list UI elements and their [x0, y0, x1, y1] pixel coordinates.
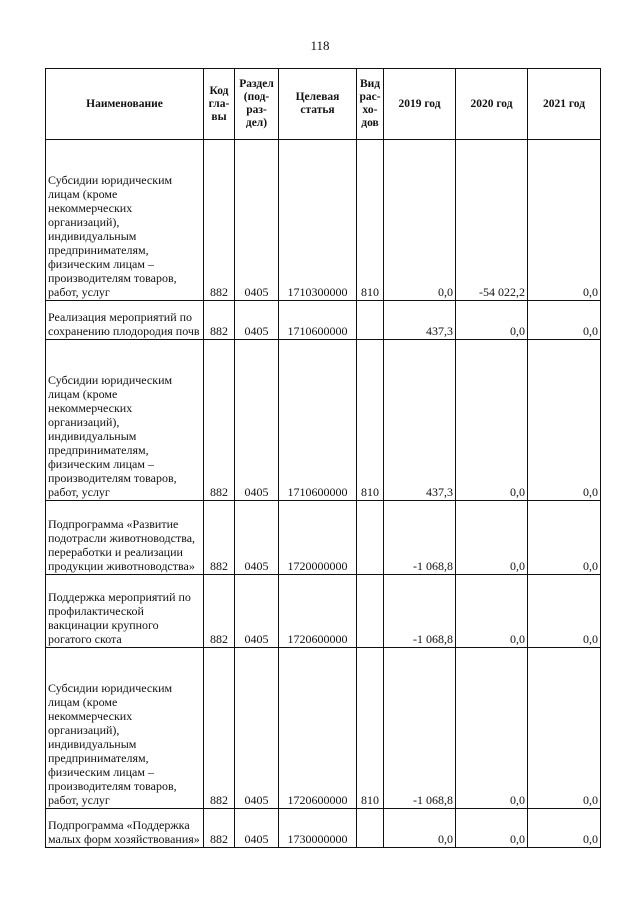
table-row — [46, 809, 601, 848]
header-2021: 2021 год — [528, 69, 601, 140]
header-section: Раздел (под-раз-дел) — [235, 69, 279, 140]
row-code: 882 — [204, 301, 235, 340]
row-2020: 0,0 — [456, 648, 528, 809]
row-section: 0405 — [235, 339, 279, 500]
header-type: Вид рас-хо-дов — [357, 69, 384, 140]
row-2019: -1 068,8 — [384, 574, 456, 648]
row-target: 1710600000 — [279, 339, 357, 500]
row-2021: 0,0 — [528, 500, 601, 574]
row-code: 882 — [204, 648, 235, 809]
row-name: Реализация мероприятий по сохранению плодородия почв — [46, 301, 204, 340]
row-2019: -1 068,8 — [384, 500, 456, 574]
header-row — [46, 69, 601, 140]
row-2020: 0,0 — [456, 339, 528, 500]
row-target: 1720600000 — [279, 648, 357, 809]
header-code: Код гла-вы — [204, 69, 235, 140]
row-2020: 0,0 — [456, 574, 528, 648]
table-row — [46, 339, 601, 500]
row-type: 810 — [357, 648, 384, 809]
row-type: 810 — [357, 140, 384, 301]
header-target: Целевая статья — [279, 69, 357, 140]
header-name: Наименование — [46, 69, 204, 140]
row-section: 0405 — [235, 301, 279, 340]
row-2019: 437,3 — [384, 301, 456, 340]
row-target: 1710600000 — [279, 301, 357, 340]
row-section: 0405 — [235, 648, 279, 809]
row-target: 1710300000 — [279, 140, 357, 301]
row-target: 1720600000 — [279, 574, 357, 648]
page-number: 118 — [310, 38, 330, 53]
row-target: 1730000000 — [279, 809, 357, 848]
table-row — [46, 500, 601, 574]
row-code: 882 — [204, 140, 235, 301]
row-2021: 0,0 — [528, 809, 601, 848]
row-name: Подпрограмма «Поддержка малых форм хозяйствования» — [46, 809, 204, 848]
table-row — [46, 301, 601, 340]
row-type — [357, 574, 384, 648]
row-name: Субсидии юридическим лицам (кроме некоммерческих организаций), индивидуальным предпринимателям, физическим лицам – производителям товаров, работ, услуг — [46, 140, 204, 301]
row-section: 0405 — [235, 140, 279, 301]
row-2021: 0,0 — [528, 301, 601, 340]
table-row — [46, 648, 601, 809]
row-2019: 437,3 — [384, 339, 456, 500]
row-code: 882 — [204, 574, 235, 648]
row-2020: -54 022,2 — [456, 140, 528, 301]
row-2019: -1 068,8 — [384, 648, 456, 809]
row-name: Субсидии юридическим лицам (кроме некоммерческих организаций), индивидуальным предпринимателям, физическим лицам – производителям товаров, работ, услуг — [46, 339, 204, 500]
row-2021: 0,0 — [528, 339, 601, 500]
row-2021: 0,0 — [528, 574, 601, 648]
row-2021: 0,0 — [528, 140, 601, 301]
row-type — [357, 809, 384, 848]
row-code: 882 — [204, 500, 235, 574]
row-section: 0405 — [235, 500, 279, 574]
row-type — [357, 301, 384, 340]
row-name: Поддержка мероприятий по профилактической вакцинации крупного рогатого скота — [46, 574, 204, 648]
row-2020: 0,0 — [456, 809, 528, 848]
row-type — [357, 500, 384, 574]
row-2020: 0,0 — [456, 301, 528, 340]
row-name: Подпрограмма «Развитие подотрасли животноводства, переработки и реализации продукции животноводства» — [46, 500, 204, 574]
header-2020: 2020 год — [456, 69, 528, 140]
row-2019: 0,0 — [384, 809, 456, 848]
row-section: 0405 — [235, 574, 279, 648]
table-row — [46, 574, 601, 648]
budget-table — [45, 68, 601, 848]
row-target: 1720000000 — [279, 500, 357, 574]
row-section: 0405 — [235, 809, 279, 848]
row-type: 810 — [357, 339, 384, 500]
row-name: Субсидии юридическим лицам (кроме некоммерческих организаций), индивидуальным предпринимателям, физическим лицам – производителям товаров, работ, услуг — [46, 648, 204, 809]
row-2019: 0,0 — [384, 140, 456, 301]
header-2019: 2019 год — [384, 69, 456, 140]
table-row — [46, 140, 601, 301]
row-code: 882 — [204, 339, 235, 500]
row-2021: 0,0 — [528, 648, 601, 809]
row-code: 882 — [204, 809, 235, 848]
row-2020: 0,0 — [456, 500, 528, 574]
